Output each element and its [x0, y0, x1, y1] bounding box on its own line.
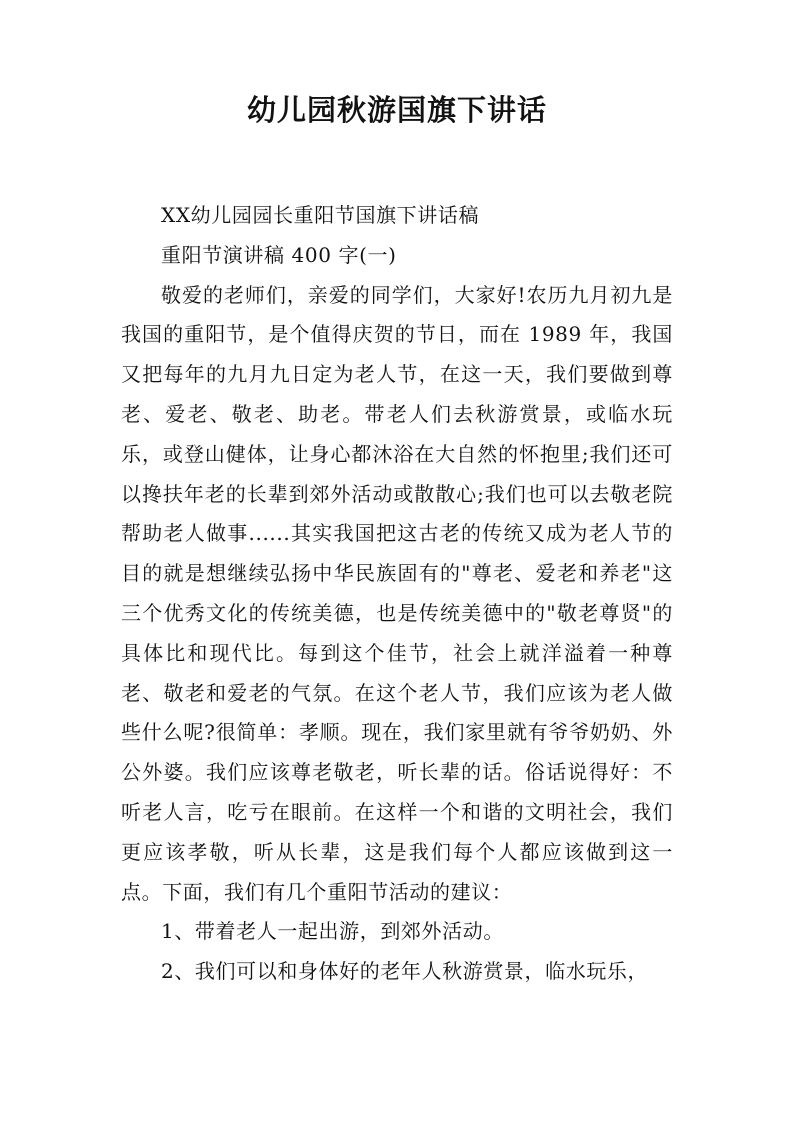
subtitle-paragraph: XX幼儿园园长重阳节国旗下讲话稿 — [161, 203, 480, 227]
list-item-2: 2、我们可以和身体好的老年人秋游赏景，临水玩乐， — [161, 959, 649, 984]
document-title: 幼儿园秋游国旗下讲话 — [246, 93, 547, 127]
section-heading-paragraph: 重阳节演讲稿 400 字(一) — [161, 242, 397, 267]
body-paragraph: 敬爱的老师们，亲爱的同学们，大家好!农历九月初九是我国的重阳节，是个值得庆贺的节日，而在 1989 年，我国又把每年的九月九日定为老人节，在这一天，我们要做到尊老、爱老、敬老、助老。带老人们去秋游赏景，或临水玩乐，或登山健体，让身心都沐浴在大自然的怀抱里;我们还可以搀扶年老的长辈到郊外活动或散散心;我们也可以去敬老院帮助老人做事......其实我国把这古老的传统又成为老人节的目的就是想继续弘扬中华民族固有的"尊老、爱老和养老"这三个优秀文化的传统美德，也是传统美德中的"敬老尊贤"的具体比和现代比。每到这个佳节，社会上就洋溢着一种尊老、敬老和爱老的气氛。在这个老人节，我们应该为老人做些什么呢?很简单：孝顺。现在，我们家里就有爷爷奶奶、外公外婆。我们应该尊老敬老，听长辈的话。俗话说得好：不听老人言，吃亏在眼前。在这样一个和谐的文明社会，我们更应该孝敬，听从长辈，这是我们每个人都应该做到这一点。下面，我们有几个重阳节活动的建议： — [121, 282, 673, 904]
document-body — [121, 196, 673, 992]
list-item-1: 1、带着老人一起出游，到郊外活动。 — [161, 919, 504, 944]
